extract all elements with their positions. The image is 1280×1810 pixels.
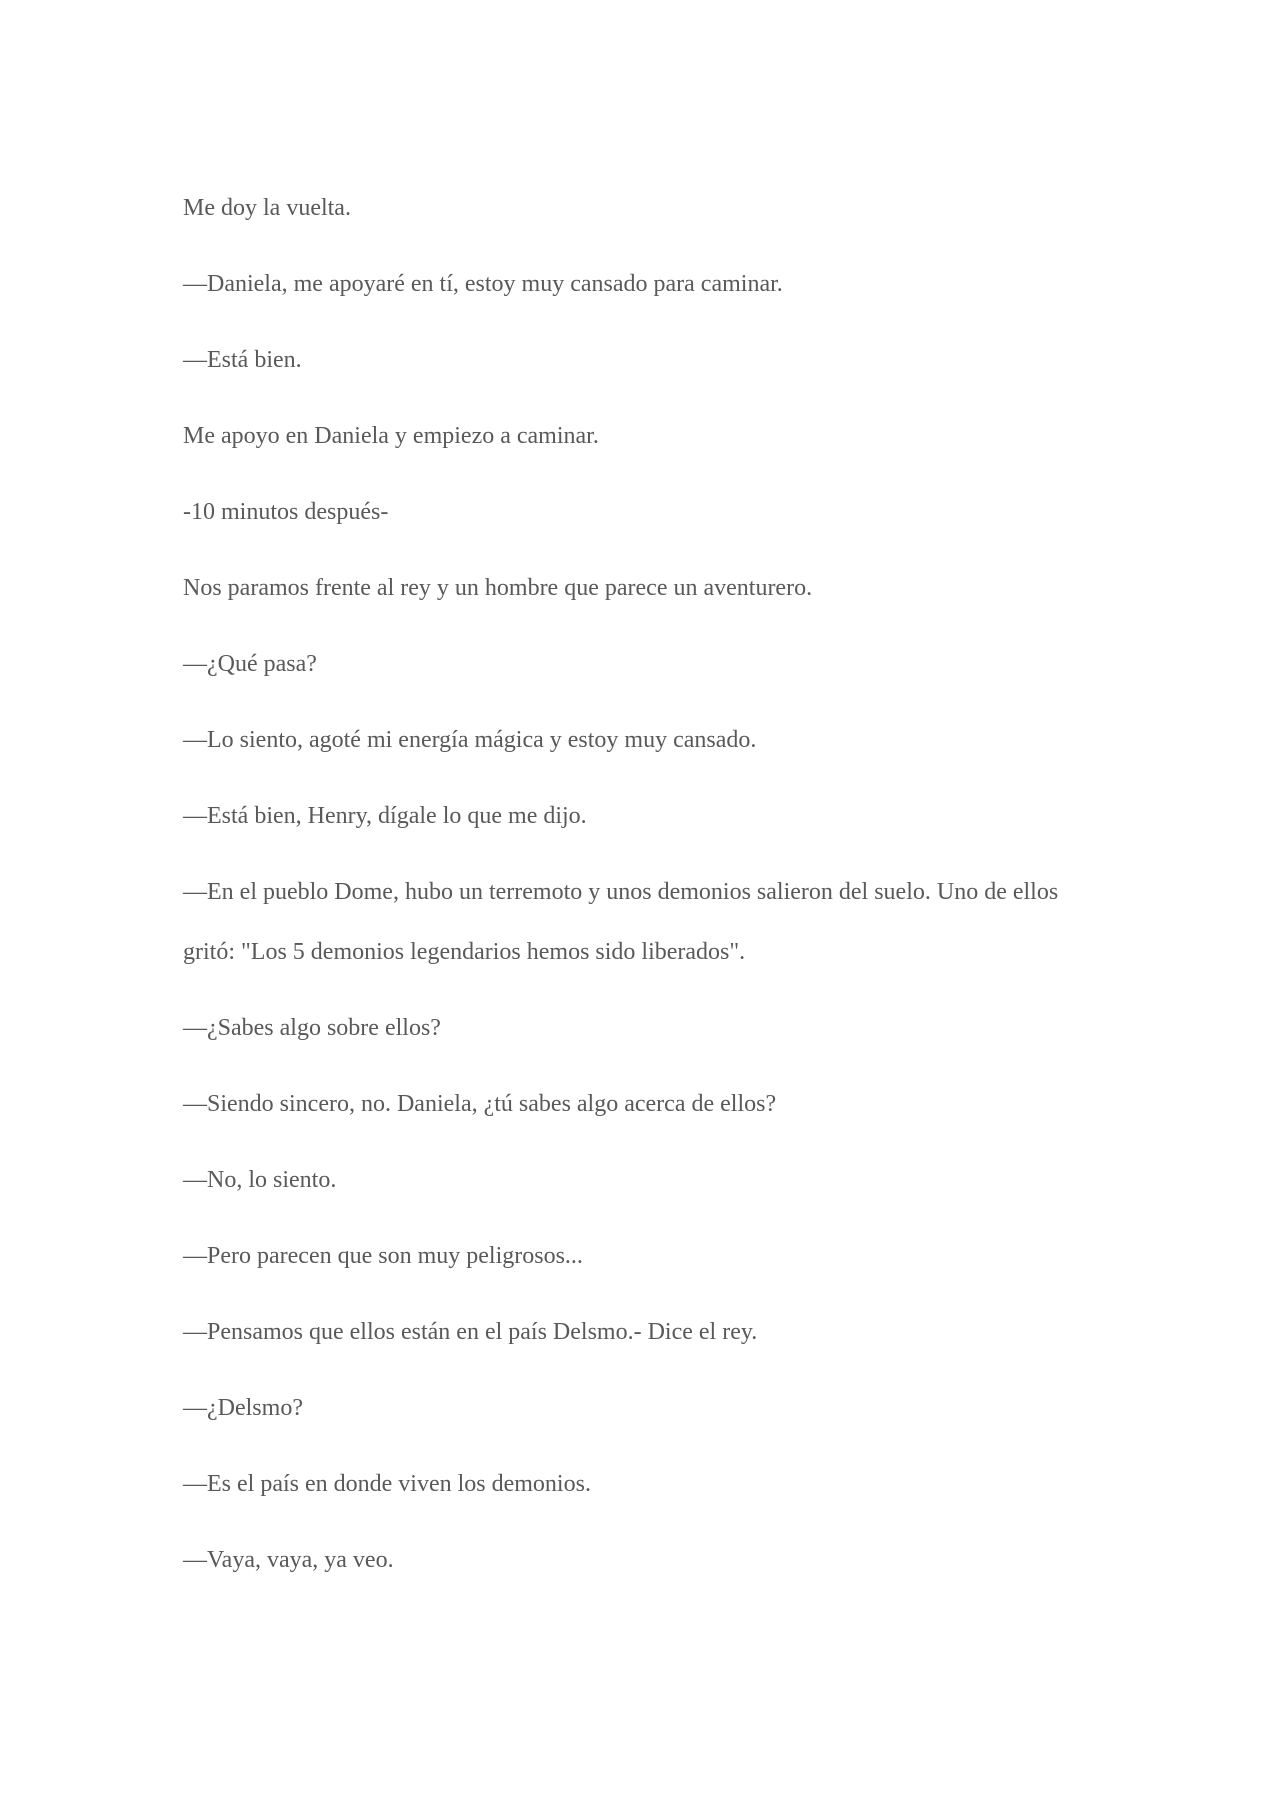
paragraph: —¿Delsmo? [183, 1395, 303, 1421]
paragraph: Nos paramos frente al rey y un hombre que parece un aventurero. [183, 575, 813, 601]
paragraph: —¿Qué pasa? [183, 651, 317, 677]
paragraph: Me apoyo en Daniela y empiezo a caminar. [183, 423, 599, 449]
paragraph: —¿Sabes algo sobre ellos? [183, 1015, 441, 1041]
paragraph: —Lo siento, agoté mi energía mágica y estoy muy cansado. [183, 727, 757, 753]
paragraph: —Pero parecen que son muy peligrosos... [183, 1243, 583, 1269]
paragraph: —Está bien, Henry, dígale lo que me dijo. [183, 803, 587, 829]
paragraph: —Daniela, me apoyaré en tí, estoy muy cansado para caminar. [183, 271, 783, 297]
paragraph: —Siendo sincero, no. Daniela, ¿tú sabes algo acerca de ellos? [183, 1091, 777, 1117]
paragraph: Me doy la vuelta. [183, 195, 351, 221]
paragraph: —No, lo siento. [183, 1167, 337, 1193]
paragraph: —Pensamos que ellos están en el país Delsmo.- Dice el rey. [183, 1319, 758, 1345]
paragraph: -10 minutos después- [183, 499, 389, 525]
paragraph: —Está bien. [183, 347, 302, 373]
document-body [183, 178, 1103, 1606]
paragraph: —En el pueblo Dome, hubo un terremoto y unos demonios salieron del suelo. Uno de ellos gritó: "Los 5 demonios legendarios hemos sido liberados". [183, 879, 1059, 965]
paragraph: —Vaya, vaya, ya veo. [183, 1547, 394, 1573]
paragraph: —Es el país en donde viven los demonios. [183, 1471, 591, 1497]
